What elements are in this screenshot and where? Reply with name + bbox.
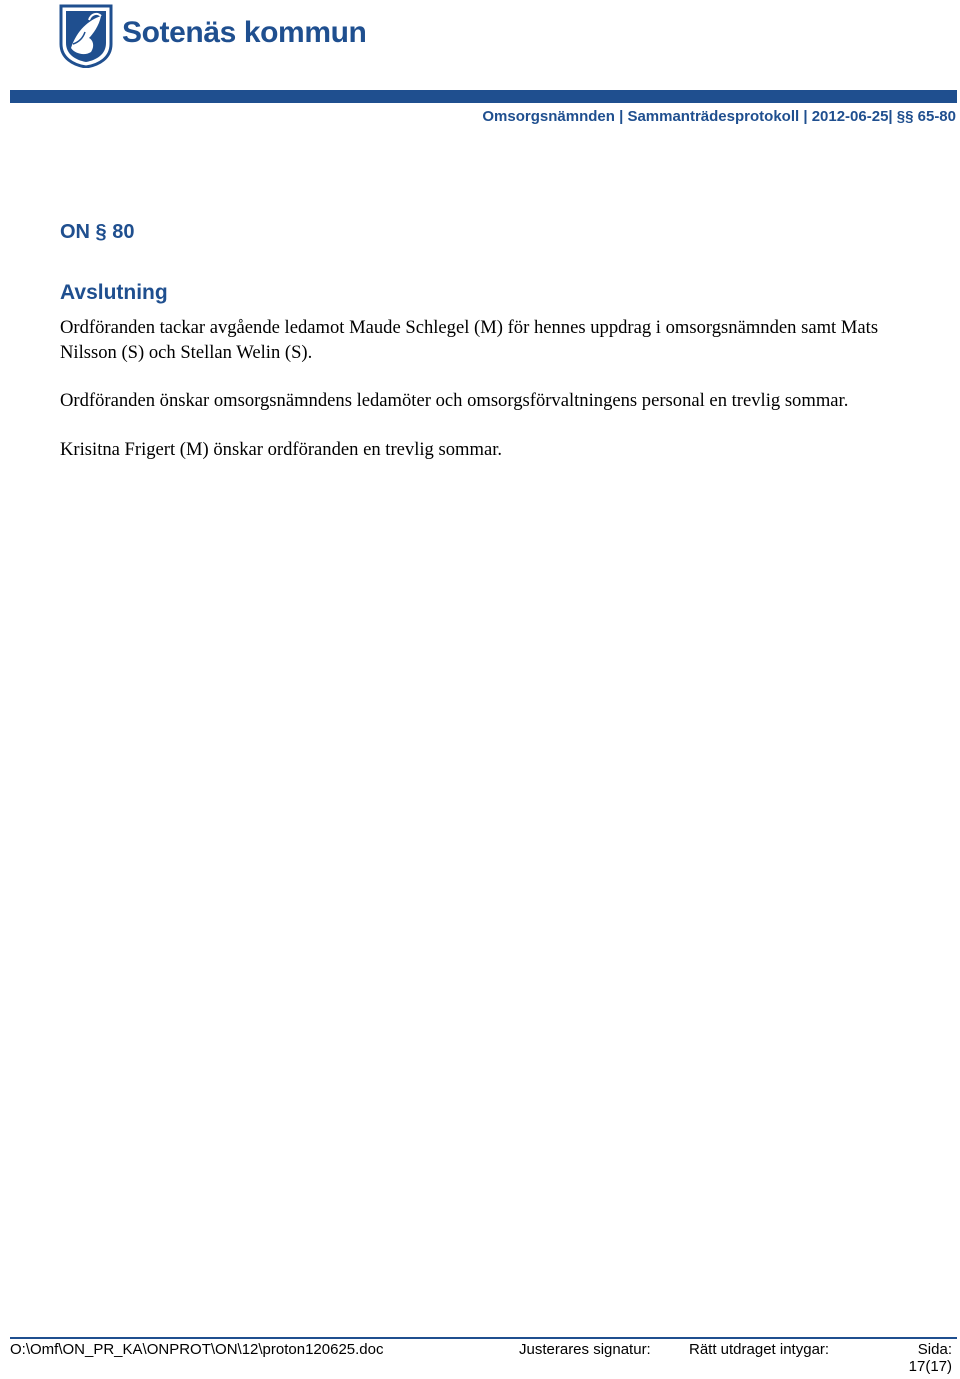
section-title: Avslutning [60,281,168,304]
paragraph: Ordföranden önskar omsorgsnämndens ledamöter och omsorgsförvaltningens personal en trevlig sommar. [60,390,849,412]
certified-extract-label: Rätt utdraget intygar: [689,1341,830,1358]
file-path: O:\Omf\ON_PR_KA\ONPROT\ON\12\proton120625.doc [10,1341,384,1358]
paragraph: Ordföranden tackar avgående ledamot Maude Schlegel (M) för hennes uppdrag i omsorgsnämnden samt Mats Nilsson (S) och Stellan Welin (S). [60,317,879,363]
footer-rule [10,1337,957,1339]
section-id: ON § 80 [60,221,135,243]
organization-name: Sotenäs kommun [122,16,367,49]
section-body [60,316,905,486]
municipality-logo [59,4,366,68]
municipal-crest-icon [59,4,113,68]
paragraph: Krisitna Frigert (M) önskar ordföranden en trevlig sommar. [60,438,503,460]
protocol-meta: Omsorgsnämnden | Sammanträdesprotokoll | 2012-06-25| §§ 65-80 [482,108,956,125]
adjuster-signature-label: Justerares signatur: [519,1341,651,1358]
page-number: 17(17) [908,1358,952,1375]
header-bar [10,90,957,103]
page-label: Sida: [917,1341,952,1358]
page-indicator [909,1341,952,1375]
